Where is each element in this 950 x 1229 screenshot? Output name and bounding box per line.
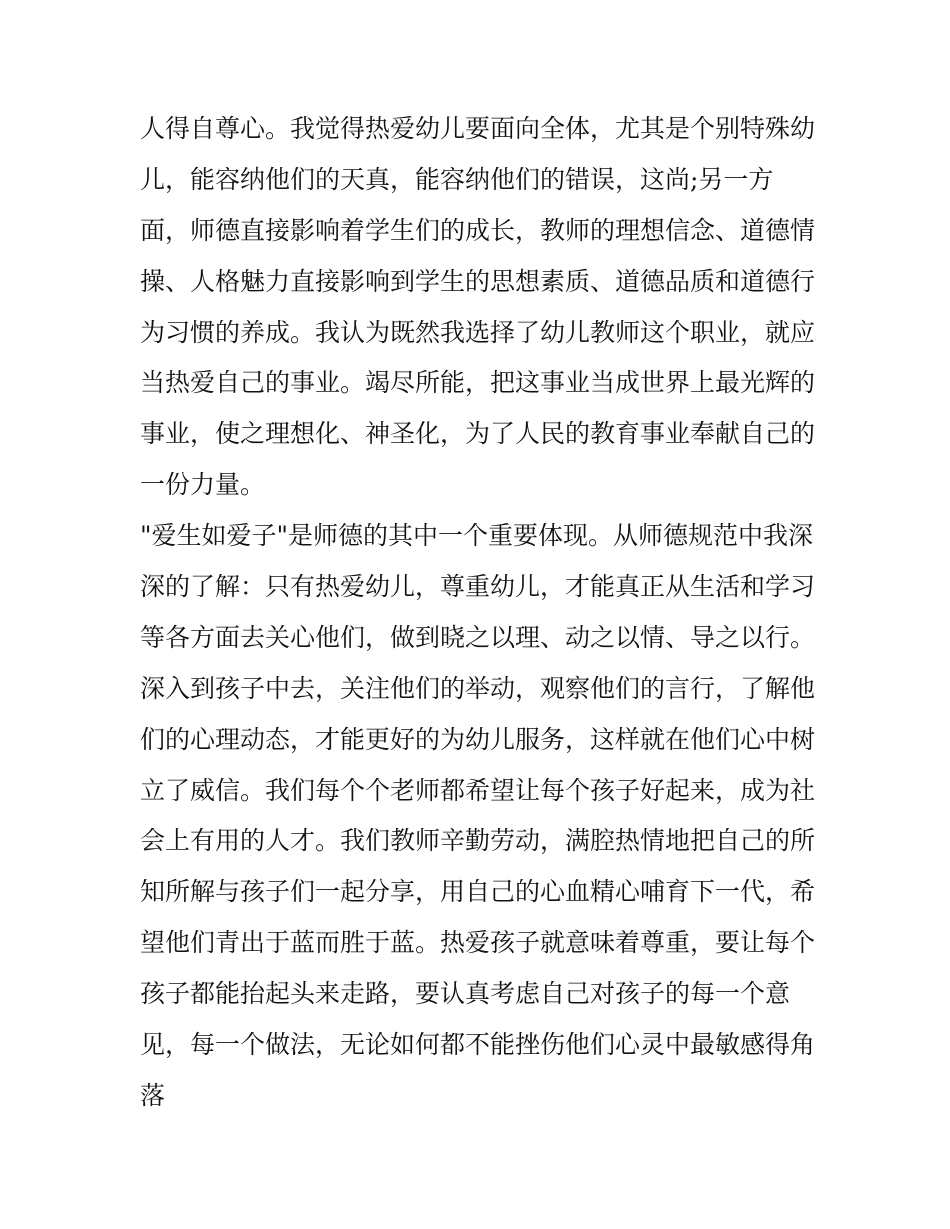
- text-line: 落: [140, 1080, 166, 1110]
- text-line: 望他们青出于蓝而胜于蓝。热爱孩子就意味着尊重，要让每个: [140, 928, 816, 958]
- text-line: 会上有用的人才。我们教师辛勤劳动，满腔热情地把自己的所: [140, 826, 816, 856]
- text-line: 孩子都能抬起头来走路，要认真考虑自己对孩子的每一个意: [140, 979, 791, 1009]
- text-line: 当热爱自己的事业。竭尽所能，把这事业当成世界上最光辉的: [140, 368, 816, 398]
- text-line: 立了威信。我们每个个老师都希望让每个孩子好起来，成为社: [140, 775, 816, 805]
- text-line: 为习惯的养成。我认为既然我选择了幼儿教师这个职业，就应: [140, 317, 816, 347]
- text-line: 深的了解：只有热爱幼儿，尊重幼儿，才能真正从生活和学习: [140, 572, 816, 602]
- text-line: 儿，能容纳他们的天真，能容纳他们的错误，这尚;另一方: [140, 164, 774, 194]
- text-line: 等各方面去关心他们，做到晓之以理、动之以情、导之以行。: [140, 622, 816, 652]
- text-line: 面，师德直接影响着学生们的成长，教师的理想信念、道德情: [140, 215, 816, 245]
- text-line: 人得自尊心。我觉得热爱幼儿要面向全体，尤其是个别特殊幼: [140, 114, 816, 143]
- body-text: [140, 104, 820, 1122]
- text-line: 操、人格魅力直接影响到学生的思想素质、道德品质和道德行: [140, 266, 816, 296]
- text-line: 深入到孩子中去，关注他们的举动，观察他们的言行，了解他: [140, 673, 816, 703]
- text-line: 知所解与孩子们一起分享，用自己的心血精心哺育下一代，希: [140, 877, 816, 907]
- text-line: 见，每一个做法，无论如何都不能挫伤他们心灵中最敏感得角: [140, 1030, 816, 1060]
- text-line: 们的心理动态，才能更好的为幼儿服务，这样就在他们心中树: [140, 724, 816, 754]
- text-line: 事业，使之理想化、神圣化，为了人民的教育事业奉献自己的: [140, 419, 816, 449]
- text-line: "爱生如爱子"是师德的其中一个重要体现。从师德规范中我深: [140, 521, 814, 551]
- text-line: 一份力量。: [140, 470, 266, 500]
